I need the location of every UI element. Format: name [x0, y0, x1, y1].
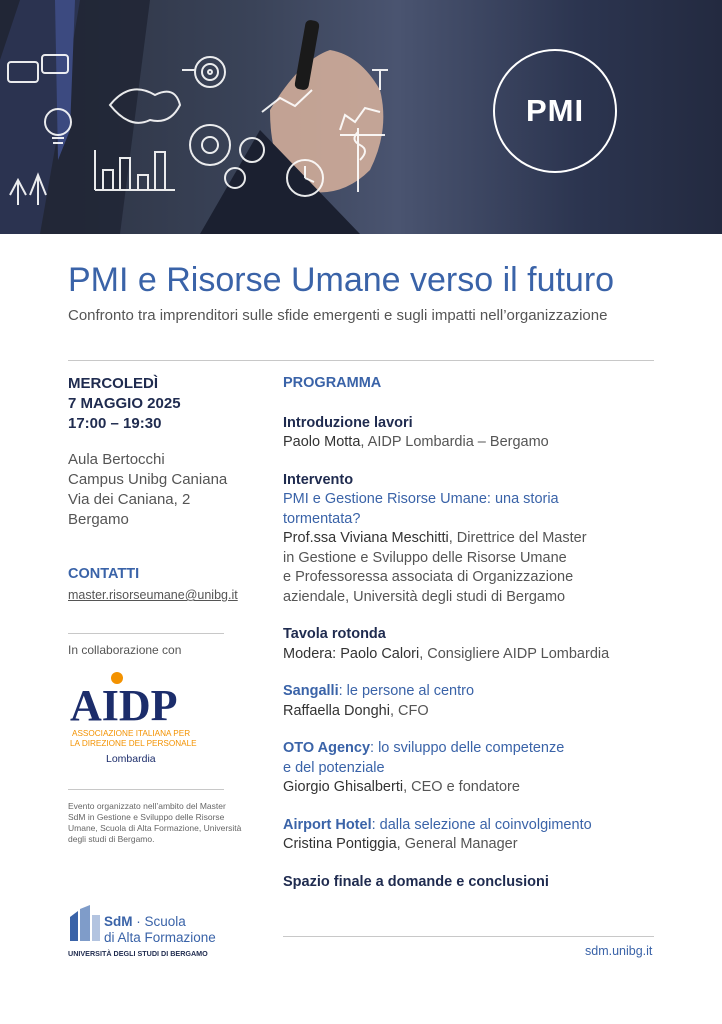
- item-speaker-line: Prof.ssa Viviana Meschitti, Direttrice del Master: [283, 530, 587, 546]
- event-day: MERCOLEDÌ: [68, 375, 158, 392]
- program-closing: Spazio finale a domande e conclusioni: [283, 873, 549, 890]
- item-role-line: in Gestione e Sviluppo delle Risorse Umane: [283, 549, 567, 566]
- program-item-company: [283, 816, 643, 855]
- left-divider: [68, 633, 224, 634]
- event-time: 17:00 – 19:30: [68, 415, 162, 432]
- contacts-heading: CONTATTI: [68, 566, 140, 582]
- company-topic-line: OTO Agency: lo sviluppo delle competenze: [283, 740, 565, 756]
- venue-line: Bergamo: [68, 511, 129, 528]
- venue-line: Via dei Caniana, 2: [68, 491, 191, 508]
- pmi-badge: PMI: [493, 49, 617, 173]
- program: [283, 374, 643, 892]
- top-divider: [68, 360, 654, 361]
- program-item-intro: [283, 414, 643, 453]
- left-divider: [68, 789, 224, 790]
- aidp-logo: [68, 670, 198, 770]
- company-speaker-line: Raffaella Donghi, CFO: [283, 702, 429, 719]
- item-role-line: e Professoressa associata di Organizzazione: [283, 569, 574, 585]
- collaboration-label: In collaborazione con: [68, 643, 182, 657]
- hero-banner: [0, 0, 722, 234]
- svg-text:SdM · Scuola: SdM · Scuola: [104, 914, 186, 929]
- svg-text:ASSOCIAZIONE ITALIANA PER: ASSOCIAZIONE ITALIANA PER: [72, 729, 191, 738]
- company-topic-line: Sangalli: le persone al centro: [283, 683, 475, 699]
- event-details: [68, 374, 268, 530]
- item-topic: PMI e Gestione Risorse Umane: una storia: [283, 491, 559, 507]
- page-subtitle: Confronto tra imprenditori sulle sfide emergenti e sugli impatti nell’organizzazione: [68, 307, 608, 324]
- contact-email-link[interactable]: master.risorseumane@unibg.it: [68, 588, 238, 602]
- company-topic-line: Airport Hotel: dalla selezione al coinvolgimento: [283, 816, 592, 833]
- company-speaker-line: Cristina Pontiggia, General Manager: [283, 836, 518, 852]
- sdm-logo-graphic: [68, 905, 238, 960]
- venue-line: Aula Bertocchi: [68, 451, 165, 468]
- svg-text:LA DIREZIONE DEL PERSONALE: LA DIREZIONE DEL PERSONALE: [70, 739, 197, 748]
- event-date: 7 MAGGIO 2025: [68, 395, 181, 412]
- item-role-line: aziendale, Università degli studi di Bergamo: [283, 588, 566, 605]
- item-speaker-line: Paolo Motta, AIDP Lombardia – Bergamo: [283, 434, 549, 450]
- program-item-company: [283, 682, 643, 721]
- program-item-company: [283, 739, 643, 798]
- program-item-roundtable: [283, 625, 643, 664]
- company-topic-line: e del potenziale: [283, 759, 385, 776]
- organizer-footnote: Evento organizzato nell’ambito del Master SdM in Gestione e Sviluppo delle Risorse Umane, Scuola di Alta Formazione, Università degli studi di Bergamo.: [68, 801, 242, 844]
- svg-text:Lombardia: Lombardia: [106, 753, 156, 765]
- svg-text:AIDP: AIDP: [70, 681, 178, 730]
- bottom-divider: [283, 936, 654, 937]
- program-item-talk: [283, 471, 643, 608]
- svg-text:UNIVERSITÀ DEGLI STUDI DI BERG: UNIVERSITÀ DEGLI STUDI DI BERGAMO: [68, 949, 208, 958]
- sdm-logo: [68, 905, 238, 960]
- page-title: PMI e Risorse Umane verso il futuro: [68, 261, 615, 299]
- venue-line: Campus Unibg Caniana: [68, 471, 228, 488]
- svg-text:di Alta Formazione: di Alta Formazione: [104, 930, 216, 945]
- program-heading: PROGRAMMA: [283, 375, 382, 391]
- item-title: Tavola rotonda: [283, 626, 386, 642]
- item-title: Intervento: [283, 471, 354, 488]
- website-link[interactable]: sdm.unibg.it: [585, 944, 653, 958]
- item-topic: tormentata?: [283, 510, 361, 527]
- item-moderator-line: Modera: Paolo Calori, Consigliere AIDP Lombardia: [283, 645, 610, 662]
- item-title: Introduzione lavori: [283, 414, 413, 431]
- company-speaker-line: Giorgio Ghisalberti, CEO e fondatore: [283, 779, 520, 795]
- event-venue: [68, 450, 268, 530]
- aidp-logo-graphic: [68, 670, 198, 770]
